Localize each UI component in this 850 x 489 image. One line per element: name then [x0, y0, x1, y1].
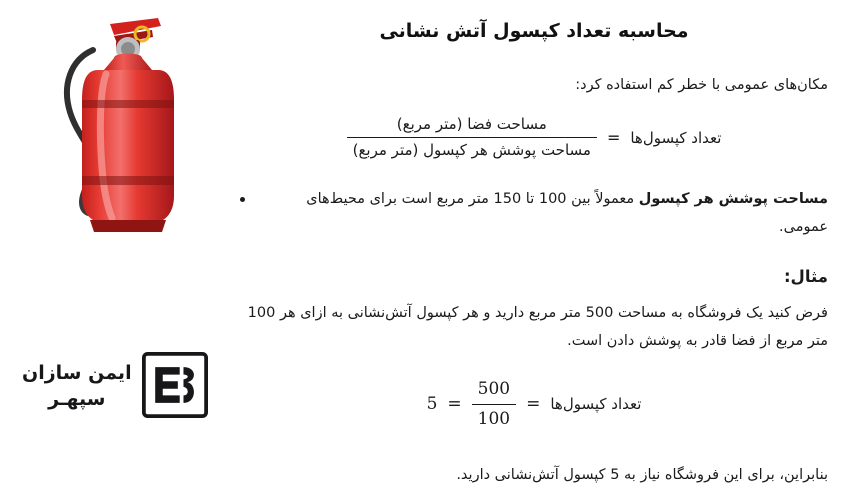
page-title: محاسبه تعداد کپسول آتش نشانی: [379, 20, 689, 42]
logo-text: [22, 361, 132, 412]
formula-fraction: [347, 114, 597, 163]
numeric-formula-result: 5: [426, 394, 438, 415]
formula-numerator: مساحت فضا (متر مربع): [396, 114, 547, 133]
bullet-rest-text: معمولاً بین 100 تا 150 متر مربع است برای محیط‌های عمومی.: [306, 191, 828, 235]
example-heading: مثال:: [783, 267, 828, 287]
conclusion-paragraph: بنابراین، برای این فروشگاه نیاز به 5 کپسول آتش‌نشانی دارید.: [456, 466, 828, 483]
logo-mark-icon: [142, 352, 208, 422]
logo-line-1: ایمن سازان: [22, 362, 132, 385]
formula-equals-sign: =: [606, 128, 621, 148]
coverage-note-bullet: [240, 186, 828, 241]
document-content: [230, 0, 850, 483]
formula-left-label: تعداد کپسول‌ها: [630, 128, 722, 147]
bullet-bold-text: مساحت پوشش هر کپسول: [638, 191, 828, 208]
numeric-formula-fraction: [472, 377, 516, 431]
example-paragraph: فرض کنید یک فروشگاه به مساحت 500 متر مربع دارید و هر کپسول آتش‌نشانی به ازای هر 100 متر مربع از فضا قادر به پوشش دادن است.: [247, 305, 828, 349]
numeric-formula-equals-sign-2: =: [447, 394, 462, 415]
numeric-formula-numerator: 500: [477, 379, 511, 400]
numeric-formula: [240, 377, 828, 431]
numeric-formula-left-label: تعداد کپسول‌ها: [550, 395, 642, 414]
fire-extinguisher-illustration: [18, 8, 208, 238]
bullet-dot-icon: [240, 197, 245, 202]
company-logo: [22, 352, 222, 422]
bullet-text: [253, 186, 828, 241]
coverage-formula: [240, 114, 828, 163]
numeric-formula-denominator: 100: [472, 404, 516, 432]
formula-denominator: مساحت پوشش هر کپسول (متر مربع): [347, 137, 597, 162]
logo-line-2: سپهـر: [48, 388, 106, 410]
intro-paragraph: مکان‌های عمومی با خطر کم استفاده کرد:: [575, 77, 828, 93]
numeric-formula-equals-sign: =: [526, 394, 541, 415]
